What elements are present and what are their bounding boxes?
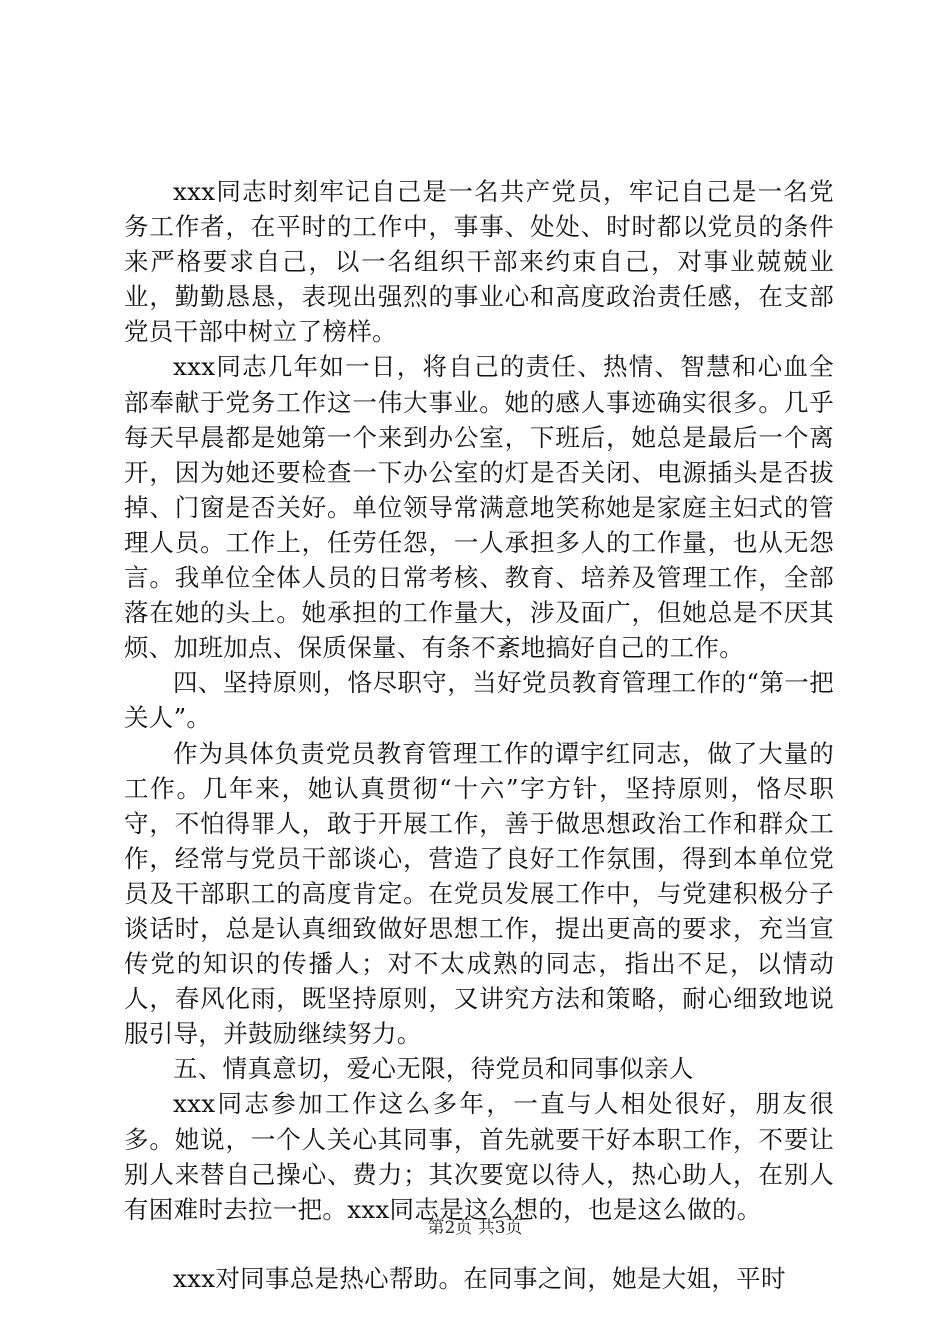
paragraph: xxx对同事总是热心帮助。在同事之间，她是大姐，平时 (173, 1263, 786, 1293)
paragraph: xxx同志参加工作这么多年，一直与人相处很好，朋友很多。她说，一个人关心其同事，首先就要干好本职工作，不要让别人来替自己操心、费力；其次要宽以待人，热心助人，在别人有困难时去拉一把。xxx同志是这么想的，也是这么做的。 (124, 1089, 834, 1224)
paragraph: 作为具体负责党员教育管理工作的谭宇红同志，做了大量的工作。几年来，她认真贯彻“十六”字方针，坚持原则，恪尽职守，不怕得罪人，敢于开展工作，善于做思想政治工作和群众工作，经常与党员干部谈心，营造了良好工作氛围，得到本单位党员及干部职工的高度肯定。在党员发展工作中，与党建积极分子谈话时，总是认真细致做好思想工作，提出更高的要求，充当宣传党的知识的传播人；对不太成熟的同志，指出不足，以情动人，春风化雨，既坚持原则，又讲究方法和策略，耐心细致地说服引导，并鼓励继续努力。 (124, 738, 834, 1049)
page-number-footer: 第2页 共3页 (427, 1218, 523, 1238)
section-heading: 五、情真意切，爱心无限，待党员和同事似亲人 (173, 1054, 694, 1084)
section-heading: 四、坚持原则，恪尽职守，当好党员教育管理工作的“第一把关人”。 (124, 668, 834, 733)
document-body (124, 174, 834, 1296)
paragraph: xxx同志时刻牢记自己是一名共产党员，牢记自己是一名党务工作者，在平时的工作中，事事、处处、时时都以党员的条件来严格要求自己，以一名组织干部来约束自己，对事业兢兢业业，勤勤恳恳，表现出强烈的事业心和高度政治责任感，在支部党员干部中树立了榜样。 (124, 177, 834, 347)
paragraph: xxx同志几年如一日，将自己的责任、热情、智慧和心血全部奉献于党务工作这一伟大事业。她的感人事迹确实很多。几乎每天早晨都是她第一个来到办公室，下班后，她总是最后一个离开，因为她还要检查一下办公室的灯是否关闭、电源插头是否拔掉、门窗是否关好。单位领导常满意地笑称她是家庭主妇式的管理人员。工作上，任劳任怨，一人承担多人的工作量，也从无怨言。我单位全体人员的日常考核、教育、培养及管理工作，全部落在她的头上。她承担的工作量大，涉及面广，但她总是不厌其烦、加班加点、保质保量、有条不紊地搞好自己的工作。 (124, 352, 834, 663)
